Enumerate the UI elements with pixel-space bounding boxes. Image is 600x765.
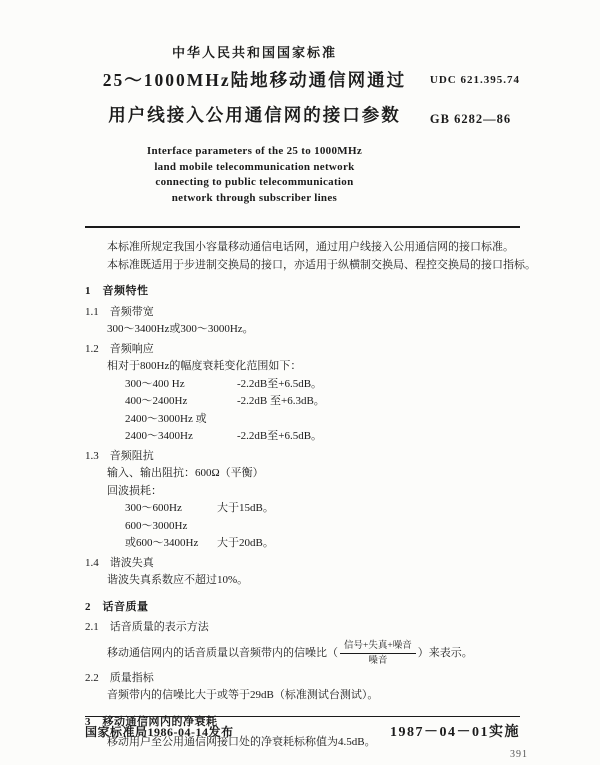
formula-text-before: 移动通信网内的话音质量以音频带内的信噪比（	[107, 646, 338, 659]
document-footer	[85, 721, 520, 741]
response-row	[85, 428, 520, 446]
document-header	[85, 42, 520, 206]
attenuation-value: -2.2dB 至+6.3dB。	[237, 395, 325, 407]
implementation-date: 1987－04－01实施	[390, 725, 520, 740]
footer-divider	[85, 716, 520, 717]
freq-range: 2400～3000Hz 或	[125, 412, 207, 425]
return-loss-row	[85, 535, 520, 553]
formula-text-after: ）来表示。	[417, 646, 473, 659]
en-title-line-4: network through subscriber lines	[171, 191, 338, 204]
snr-fraction	[340, 640, 416, 667]
section-2-heading: 2 话音质量	[85, 600, 149, 613]
section-1-2-text: 相对于800Hz的幅度衰耗变化范围如下：	[107, 360, 302, 372]
section-2-2-heading: 2.2 质量指标	[85, 671, 154, 684]
response-row	[85, 376, 520, 394]
section-2-1-heading: 2.1 话音质量的表示方法	[85, 621, 209, 633]
en-title-line-1: Interface parameters of the 25 to 1000MHz	[146, 145, 363, 157]
section-1-3-text-2: 回波损耗：	[107, 484, 162, 497]
snr-formula-line	[85, 640, 520, 667]
section-3-text: 移动用户至公用通信网接口处的净衰耗标称值为4.5dB。	[107, 736, 376, 748]
response-row	[85, 411, 520, 429]
section-1-heading: 1 音频特性	[85, 285, 149, 297]
en-title-line-2: land mobile telecommunication network	[154, 160, 355, 173]
response-row	[85, 393, 520, 411]
intro-paragraph-1: 本标准所规定我国小容量移动通信电话网，通过用户线接入公用通信网的接口标准。	[107, 241, 514, 253]
section-3-heading: 3 移动通信网内的净衰耗	[85, 715, 218, 728]
section-1-2-heading: 1.2 音频响应	[85, 342, 154, 355]
en-title-line-3: connecting to public telecommunication	[155, 176, 354, 188]
return-loss-row	[85, 518, 520, 536]
freq-range: 600～3000Hz	[125, 519, 188, 532]
freq-range: 300～400 Hz	[125, 377, 185, 390]
document-title-line1: 25～1000MHz陆地移动通信网通过	[102, 70, 407, 90]
document-title-english	[85, 144, 424, 206]
intro-paragraph-2: 本标准既适用于步进制交换局的接口，亦适用于纵横制交换局、程控交换局的接口指标。	[107, 258, 536, 271]
section-1-4-text: 谐波失真系数应不超过10%。	[107, 574, 249, 586]
document-title-line2: 用户线接入公用通信网的接口参数	[108, 105, 401, 125]
standard-org-line: 中华人民共和国国家标准	[171, 45, 337, 60]
freq-range: 或600～3400Hz	[125, 537, 199, 549]
code-block	[424, 42, 520, 206]
return-loss-row	[85, 500, 520, 518]
issue-info: 国家标准局1986-04-14发布	[85, 725, 234, 739]
title-block	[85, 42, 424, 206]
page-number: 391	[510, 749, 528, 760]
section-1-1-heading: 1.1 音频带宽	[85, 305, 154, 318]
section-1-4-heading: 1.4 谐波失真	[85, 556, 154, 569]
section-2-2-text: 音频带内的信噪比大于或等于29dB（标准测试台测试）。	[107, 689, 379, 701]
section-1-3-heading: 1.3 音频阻抗	[85, 449, 154, 462]
attenuation-value: -2.2dB至+6.5dB。	[237, 377, 323, 390]
header-divider	[85, 226, 520, 228]
section-1-1-text: 300～3400Hz或300～3000Hz。	[107, 323, 254, 335]
section-1-3-text-1: 输入、输出阻抗：600Ω（平衡）	[107, 467, 264, 479]
fraction-numerator: 信号+失真+噪音	[340, 640, 416, 654]
document-body	[85, 239, 536, 752]
freq-range: 300～600Hz	[125, 502, 182, 514]
standard-code: GB 6282—86	[429, 112, 512, 126]
attenuation-value: -2.2dB至+6.5dB。	[237, 430, 323, 442]
loss-value: 大于20dB。	[217, 537, 274, 549]
loss-value: 大于15dB。	[217, 502, 274, 514]
freq-range: 400～2400Hz	[125, 395, 188, 407]
fraction-denominator: 噪音	[368, 655, 388, 666]
freq-range: 2400～3400Hz	[125, 430, 193, 442]
udc-number: UDC 621.395.74	[429, 74, 520, 86]
